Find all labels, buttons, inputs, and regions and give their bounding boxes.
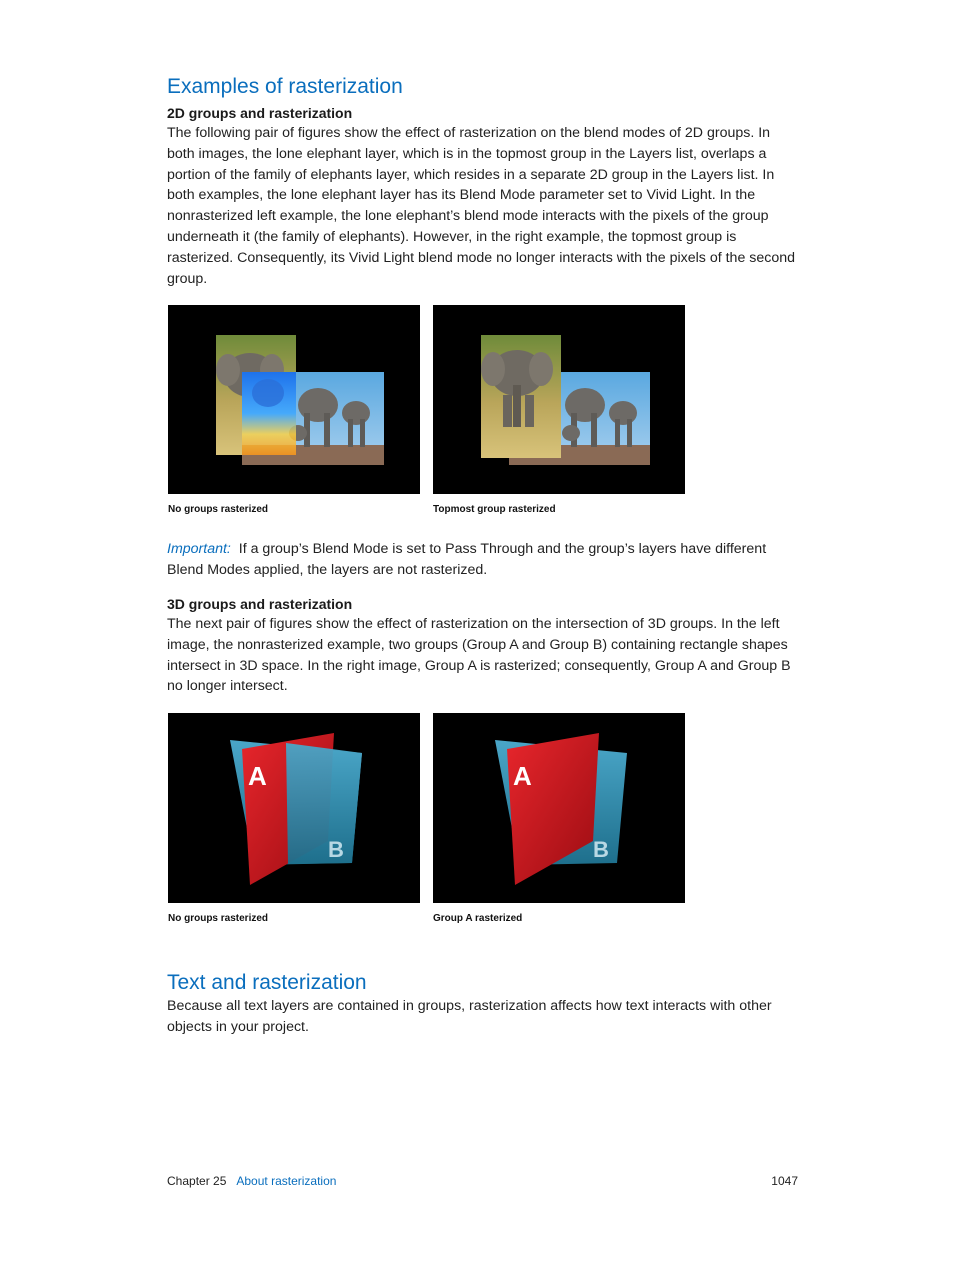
non-intersecting-shapes-image bbox=[433, 713, 685, 903]
section-heading-text-rasterization: Text and rasterization bbox=[167, 971, 367, 994]
important-note bbox=[167, 539, 801, 581]
figure-caption: Topmost group rasterized bbox=[433, 504, 556, 515]
footer-chapter-link[interactable]: About rasterization bbox=[236, 1174, 337, 1188]
figure-caption: No groups rasterized bbox=[168, 504, 269, 515]
intersecting-shapes-image bbox=[168, 713, 420, 903]
elephants-rasterized-image bbox=[433, 305, 685, 494]
figure-caption: Group A rasterized bbox=[433, 913, 523, 924]
shape-label-a: A bbox=[248, 761, 267, 791]
footer-chapter-number: Chapter 25 bbox=[167, 1174, 227, 1188]
footer-chapter bbox=[167, 1174, 336, 1188]
elephants-blended-image bbox=[168, 305, 420, 494]
figure-group-a-rasterized bbox=[433, 713, 685, 903]
page-number: 1047 bbox=[771, 1174, 798, 1188]
figure-topmost-group-rasterized bbox=[433, 305, 685, 494]
paragraph-2d-groups: The following pair of figures show the effect of rasterization on the blend modes of 2D groups. In both images, the lone elephant layer, which is in the topmost group in the Layers list, overlaps a portion of the family of elephants layer, which resides in a separate 2D group in the Layers list. In both examples, the lone elephant layer has its Blend Mode parameter set to Vivid Light. In the nonrasterized left example, the lone elephant’s blend mode interacts with the pixels of the group underneath it (the family of elephants). However, in the right example, the topmost group is rasterized. Consequently, its Vivid Light blend mode no longer interacts with the pixels of the second group. bbox=[167, 125, 796, 287]
shape-label-b: B bbox=[328, 837, 344, 862]
paragraph-text-rasterization: Because all text layers are contained in groups, rasterization affects how text interacts with other objects in your project. bbox=[167, 998, 772, 1035]
subhead-2d-groups: 2D groups and rasterization bbox=[167, 105, 353, 121]
shape-label-b: B bbox=[593, 837, 609, 862]
section-heading-examples: Examples of rasterization bbox=[167, 75, 403, 98]
important-text: If a group’s Blend Mode is set to Pass Through and the group’s layers have different Blend Modes applied, the layers are not rasterized. bbox=[167, 541, 767, 578]
figure-no-groups-rasterized-2d bbox=[168, 305, 420, 494]
shape-label-a: A bbox=[513, 761, 532, 791]
figure-caption: No groups rasterized bbox=[168, 913, 269, 924]
paragraph-3d-groups: The next pair of figures show the effect of rasterization on the intersection of 3D groups. In the left image, the nonrasterized example, two groups (Group A and Group B) containing rectangle shapes intersect in 3D space. In the right image, Group A is rasterized; consequently, Group A and Group B no longer intersect. bbox=[167, 616, 791, 695]
figure-no-groups-rasterized-3d bbox=[168, 713, 420, 903]
subhead-3d-groups: 3D groups and rasterization bbox=[167, 596, 353, 612]
important-label: Important: bbox=[167, 541, 231, 557]
